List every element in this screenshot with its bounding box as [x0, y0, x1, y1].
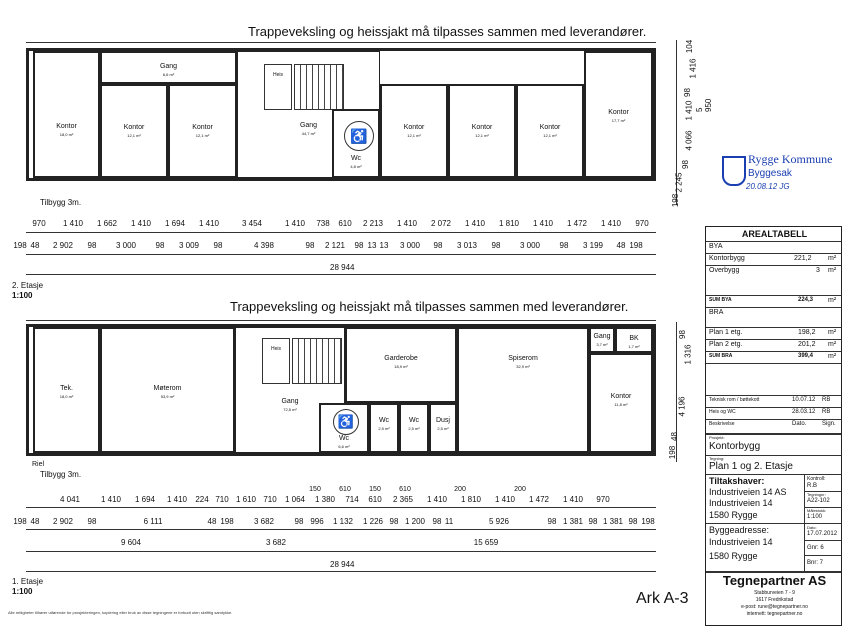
dimension-row: 4 041 1 410 1 694 1 410 224 710 1 610 710 1 064 1 380 714 610 2 365 1 410 1 810 1 410 1 472 1 410 970	[59, 495, 610, 504]
floor1-plan	[26, 324, 656, 456]
floor2-scale: 1:100	[12, 291, 33, 300]
elevator-shaft: Heis	[262, 338, 290, 384]
room-bk: BK 1,7 m²	[615, 327, 653, 353]
room-kontor: Kontor 12,1 m²	[448, 84, 516, 178]
right-dimensions: 104 1 416 98 5 950 1 410 4 066 98 2 245 198	[671, 39, 713, 208]
title-block: AREALTABELL BYA Kontorbygg 221,2 m² Overbygg 3 m² SUM BYA 224,3 m² BRA Plan 1 etg. 198,2 m² Plan 2 etg. 201,2 m² SUM BRA 399,4 m² Teknisk rom / bøttekott 10.07.12 RB Heis og WC 28.03.12 RB Beskrivelse Dato. Sign. Prosjekt: Kontorbygg Tegning: Plan 1 og 2. Etasje Tiltakshaver: Industriveien 14 AS Industriveien 14 1580 Rygge Kontroll: R.B Tegningnr: A22-102 Målestokk: 1:100 Byggeadresse: Industriveien 14 1580 Rygge Dato: 17.07.2012 Gnr: 6 Bnr: 7 Tegnepartner AS Stabburveien 7 - 9 1617 Fredrikstad e-post: rune@tegnepartner.no internett: tegnepartner.no	[705, 226, 842, 626]
room-garderobe: Garderobe 18,9 m²	[345, 327, 457, 403]
total-dimension: 28 944	[330, 263, 355, 272]
room-kontor: Kontor 12,1 m²	[380, 84, 448, 178]
room-kontor: Kontor 12,1 m²	[168, 84, 237, 178]
room-spiserom: Spiserom 32,9 m²	[457, 327, 589, 453]
footer-note: Alle rettigheter tilhører utførende for prosjekteringen, kopiering eller bruk av disse tegningene er forbudt uten skriftlig samtykke.	[8, 610, 233, 615]
dimension-row: 970 1 410 1 662 1 410 1 694 1 410 3 454 1 410 738 610 2 213 1 410 2 072 1 410 1 810 1 410 1 472 1 410 970	[32, 219, 649, 228]
accessible-wc-icon: ♿	[344, 121, 374, 151]
dimension-line	[26, 254, 656, 255]
dimension-line	[26, 320, 656, 321]
total-dimension: 28 944	[330, 560, 355, 569]
sheet-number: Ark A-3	[636, 590, 689, 607]
dimension-line	[26, 551, 656, 552]
drawing-title: Plan 1 og 2. Etasje	[709, 461, 793, 472]
room-gang: Gang 6,6 m²	[100, 51, 237, 84]
room-kontor: Kontor 12,1 m²	[516, 84, 584, 178]
municipal-stamp: Rygge Kommune Byggesak 20.08.12 JG	[720, 150, 848, 210]
floor1-caption: 1. Etasje	[12, 577, 44, 586]
dimension-line	[26, 274, 656, 275]
room-wc: Wc 2,5 m²	[369, 403, 399, 453]
dimension-row: 198 48 2 902 98 3 000 98 3 009 98 4 398 98 2 121 98 13 13 3 000 98 3 013 98 3 000 98 3 199 48 198	[13, 241, 643, 250]
room-wc: ♿ Wc 4,8 m²	[332, 109, 380, 178]
floor2-caption: 2. Etasje	[12, 281, 44, 290]
room-wc-accessible: ♿ Wc 6,6 m²	[319, 403, 369, 453]
floor2-plan	[26, 48, 656, 181]
room-kontor: Kontor 12,1 m²	[100, 84, 168, 178]
dimension-line	[26, 42, 656, 43]
room-tek: Tek. 18,0 m²	[33, 327, 100, 453]
dimension-line	[26, 571, 656, 572]
dimension-row: 9 604 3 682 15 659	[120, 538, 499, 547]
dimension-line	[26, 507, 656, 508]
room-kontor: Kontor 11,8 m²	[589, 353, 653, 453]
tilbygg-label: Tilbygg 3m.	[40, 470, 82, 479]
room-wc: Wc 2,5 m²	[399, 403, 429, 453]
stairs	[294, 64, 344, 110]
dimension-row: 150 610 150 610 200 200	[309, 486, 526, 493]
room-gang-small: Gang 3,7 m²	[589, 327, 615, 353]
room-kontor: Kontor 17,7 m²	[584, 51, 653, 178]
arealtabell-title: AREALTABELL	[741, 229, 808, 239]
floor1-scale: 1:100	[12, 587, 33, 596]
room-dusj: Dusj 2,5 m²	[429, 403, 457, 453]
elevator-shaft: Heis	[264, 64, 292, 110]
riel-label: Riel	[32, 461, 45, 468]
tilbygg-label: Tilbygg 3m.	[40, 198, 82, 207]
accessible-wc-icon: ♿	[333, 409, 359, 435]
room-kontor: Kontor 18,0 m²	[33, 51, 100, 178]
note-top: Trappeveksling og heissjakt må tilpasses sammen med leverandører.	[248, 24, 647, 39]
firm-name: Tegnepartner AS	[722, 573, 827, 588]
dimension-line	[26, 529, 656, 530]
room-gang: Heis Gang 44,7 m²	[237, 51, 380, 178]
dimension-row: 198 48 2 902 98 6 111 48 198 3 682 98 996 1 132 1 226 98 1 200 98 11 5 926 98 1 381 98 1 381 98 198	[13, 517, 655, 526]
right-dimensions: 98 1 316 4 196 198 48	[676, 322, 704, 472]
project-name: Kontorbygg	[709, 441, 761, 452]
note-bottom: Trappeveksling og heissjakt må tilpasses sammen med leverandører.	[230, 299, 629, 314]
room-moterom: Møterom 53,9 m²	[100, 327, 235, 453]
room-gang: Heis Gang 72,5 m²	[235, 327, 345, 453]
shield-icon	[722, 156, 746, 186]
dimension-line	[26, 232, 656, 233]
stairs	[292, 338, 342, 384]
